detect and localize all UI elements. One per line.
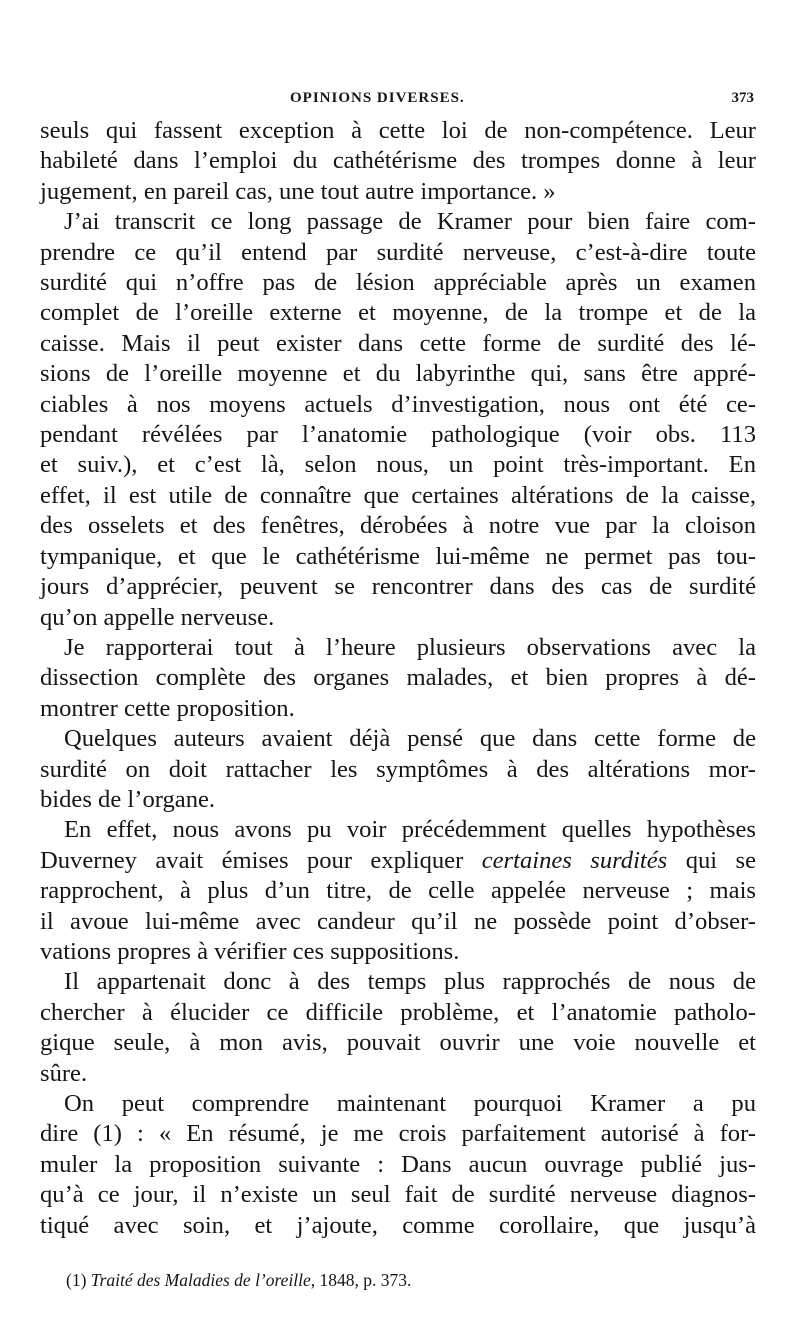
paragraph-2 [40, 207, 756, 633]
paragraph-1 [40, 116, 756, 207]
italic-phrase: certaines surdités [481, 846, 668, 874]
text-line: Je rapporterai tout à l’heure plusieurs observations avec la [64, 633, 756, 661]
text-line: dire (1) : « En résumé, je me crois parfaitement autorisé à for- [40, 1120, 756, 1148]
text-line-with-italic [40, 846, 756, 876]
paragraph-4 [40, 724, 756, 815]
text-line: sûre. [40, 1059, 88, 1087]
text-line: jours d’apprécier, peuvent se rencontrer dans des cas de surdité [40, 573, 756, 601]
text-line: sions de l’oreille moyenne et du labyrinthe qui, sans être appré- [40, 360, 756, 388]
text-line: dissection complète des organes malades, et bien propres à dé- [40, 664, 756, 692]
text-line: il avoue lui-même avec candeur qu’il ne possède point d’obser- [40, 907, 756, 935]
text-line: seuls qui fassent exception à cette loi de non-compétence. Leur [40, 117, 756, 144]
paragraph-5 [40, 815, 756, 967]
text-line: ciables à nos moyens actuels d’investigation, nous ont été ce- [40, 390, 756, 418]
text-line: caisse. Mais il peut exister dans cette forme de surdité des lé- [40, 329, 756, 357]
text-line: tiqué avec soin, et j’ajoute, comme corollaire, que jusqu’à [40, 1211, 756, 1239]
text-line: surdité qui n’offre pas de lésion appréciable après un examen [40, 269, 756, 297]
text-line: En effet, nous avons pu voir précédemment quelles hypothèses [64, 816, 756, 844]
paragraph-3 [40, 633, 756, 724]
footnote-cited-title: Traité des Maladies de l’oreille [90, 1270, 311, 1290]
running-title: OPINIONS DIVERSES. [290, 90, 465, 106]
text-line: rapprochent, à plus d’un titre, de celle appelée nerveuse ; mais [40, 877, 756, 905]
text-line: tympanique, et que le cathétérisme lui-même ne permet pas tou- [40, 542, 756, 570]
text-run: Duverney avait émises pour expliquer [40, 846, 464, 874]
footnote [66, 1270, 411, 1291]
text-line: Quelques auteurs avaient déjà pensé que dans cette forme de [64, 725, 756, 753]
text-line: surdité on doit rattacher les symptômes à des altérations mor- [40, 755, 756, 783]
text-line: complet de l’oreille externe et moyenne, de la trompe et de la [40, 299, 756, 327]
text-line: vations propres à vérifier ces suppositions. [40, 937, 460, 965]
text-line: jugement, en pareil cas, une tout autre importance. » [40, 177, 556, 205]
text-line: muler la proposition suivante : Dans aucun ouvrage publié jus- [40, 1150, 756, 1178]
text-line: bides de l’organe. [40, 785, 216, 813]
text-line: On peut comprendre maintenant pourquoi Kramer a pu [64, 1090, 756, 1117]
text-run: qui se [685, 846, 757, 874]
footnote-citation-details: , 1848, p. 373. [310, 1270, 412, 1290]
running-head [40, 90, 760, 112]
text-line: et suiv.), et c’est là, selon nous, un point très-important. En [40, 451, 756, 479]
text-line: prendre ce qu’il entend par surdité nerveuse, c’est-à-dire toute [40, 238, 756, 266]
text-line: des osselets et des fenêtres, dérobées à notre vue par la cloison [40, 512, 756, 540]
text-line: habileté dans l’emploi du cathétérisme des trompes donne à leur [40, 147, 756, 175]
paragraph-6 [40, 967, 756, 1089]
text-line: qu’on appelle nerveuse. [40, 603, 275, 631]
text-line: effet, il est utile de connaître que certaines altérations de la caisse, [40, 481, 756, 509]
text-line: gique seule, à mon avis, pouvait ouvrir une voie nouvelle et [40, 1029, 756, 1057]
text-line: pendant révélées par l’anatomie pathologique (voir obs. 113 [40, 421, 756, 449]
text-line: montrer cette proposition. [40, 694, 295, 722]
page-number: 373 [731, 90, 754, 106]
text-line: J’ai transcrit ce long passage de Kramer pour bien faire com- [64, 208, 756, 236]
text-line: chercher à élucider ce difficile problème, et l’anatomie patholo- [40, 998, 756, 1026]
body-text [40, 116, 756, 1241]
footnote-marker: (1) [66, 1270, 87, 1290]
paragraph-7 [40, 1089, 756, 1241]
text-line: qu’à ce jour, il n’existe un seul fait de surdité nerveuse diagnos- [40, 1181, 756, 1209]
text-line: Il appartenait donc à des temps plus rapprochés de nous de [64, 968, 756, 996]
